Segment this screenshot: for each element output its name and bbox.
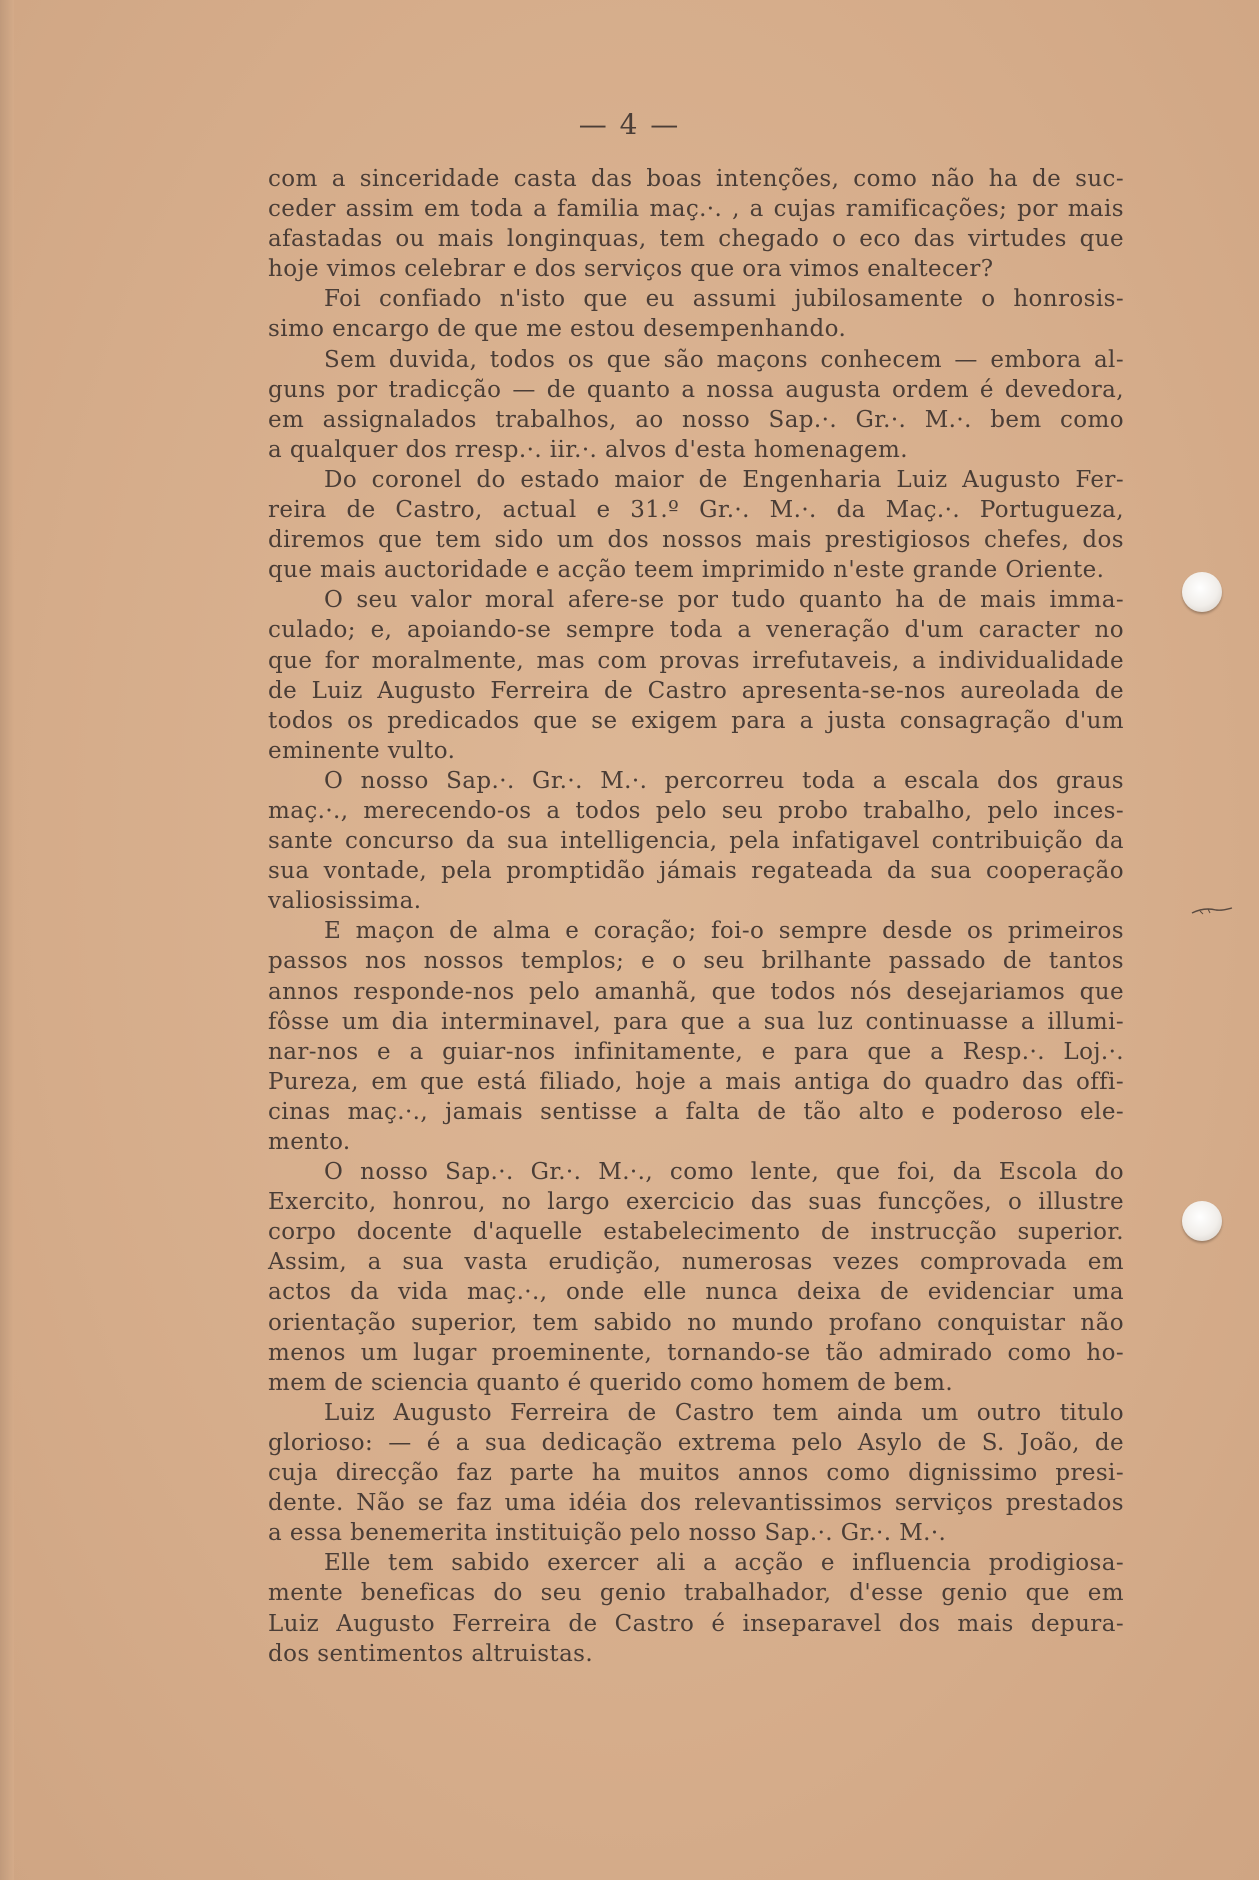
text-line: cuja direcção faz parte ha muitos annos como dignissimo presi- xyxy=(268,1460,1124,1487)
text-line: O nosso Sap.·. Gr.·. M.·., como lente, que foi, da Escola do xyxy=(324,1159,1124,1186)
text-line: que for moralmente, mas com provas irrefutaveis, a individualidade xyxy=(268,647,1124,674)
text-line: Elle tem sabido exercer ali a acção e influencia prodigiosa- xyxy=(324,1550,1124,1577)
text-line: que mais auctoridade e acção teem imprimido n'este grande Oriente. xyxy=(268,557,1105,584)
text-line: actos da vida maç.·., onde elle nunca deixa de evidenciar uma xyxy=(268,1279,1124,1306)
text-line: mem de sciencia quanto é querido como homem de bem. xyxy=(268,1369,954,1396)
text-line: valiosissima. xyxy=(268,888,422,915)
text-line: reira de Castro, actual e 31.º Gr.·. M.·. da Maç.·. Portugueza, xyxy=(268,497,1124,524)
text-line: dente. Não se faz uma idéia dos relevantissimos serviços prestados xyxy=(268,1490,1124,1517)
text-line: Luiz Augusto Ferreira de Castro tem ainda um outro titulo xyxy=(324,1399,1124,1426)
text-line: a essa benemerita instituição pelo nosso Sap.·. Gr.·. M.·. xyxy=(268,1520,947,1547)
text-line: ceder assim em toda a familia maç.·. , a cujas ramificações; por mais xyxy=(268,196,1124,223)
page-left-edge xyxy=(0,0,14,1880)
text-line: menos um lugar proeminente, tornando-se tão admirado como ho- xyxy=(268,1339,1124,1366)
body-text xyxy=(268,164,1124,1669)
text-line: Assim, a sua vasta erudição, numerosas vezes comprovada em xyxy=(268,1249,1124,1276)
text-line: eminente vulto. xyxy=(268,737,456,764)
text-line: dos sentimentos altruistas. xyxy=(268,1640,594,1667)
text-line: glorioso: — é a sua dedicação extrema pelo Asylo de S. João, de xyxy=(268,1429,1124,1456)
text-line: culado; e, apoiando-se sempre toda a veneração d'um caracter no xyxy=(268,617,1124,644)
text-line: fôsse um dia interminavel, para que a sua luz continuasse a illumi- xyxy=(268,1008,1124,1035)
text-line: maç.·., merecendo-os a todos pelo seu probo trabalho, pelo inces- xyxy=(268,797,1124,824)
text-line: Sem duvida, todos os que são maçons conhecem — embora al- xyxy=(324,346,1124,373)
text-line: sante concurso da sua intelligencia, pela infatigavel contribuição da xyxy=(268,828,1124,855)
text-line: de Luiz Augusto Ferreira de Castro apresenta-se-nos aureolada de xyxy=(268,677,1124,704)
text-line: Pureza, em que está filiado, hoje a mais antiga do quadro das offi- xyxy=(268,1068,1124,1095)
text-line: Exercito, honrou, no largo exercicio das suas funcções, o illustre xyxy=(268,1189,1124,1216)
text-line: Do coronel do estado maior de Engenharia Luiz Augusto Fer- xyxy=(324,466,1124,493)
text-line: simo encargo de que me estou desempenhando. xyxy=(268,316,847,343)
text-line: cinas maç.·., jamais sentisse a falta de tão alto e poderoso ele- xyxy=(268,1098,1124,1125)
text-line: corpo docente d'aquelle estabelecimento de instrucção superior. xyxy=(268,1219,1124,1246)
text-line: afastadas ou mais longinquas, tem chegado o eco das virtudes que xyxy=(268,226,1124,253)
punch-hole xyxy=(1182,572,1222,612)
text-line: Foi confiado n'isto que eu assumi jubilosamente o honrosis- xyxy=(324,286,1124,313)
text-line: annos responde-nos pelo amanhã, que todos nós desejariamos que xyxy=(268,978,1124,1005)
text-line: com a sinceridade casta das boas intenções, como não ha de suc- xyxy=(268,166,1124,192)
ink-mark xyxy=(1190,906,1234,916)
text-line: O nosso Sap.·. Gr.·. M.·. percorreu toda a escala dos graus xyxy=(324,767,1124,794)
text-line: Luiz Augusto Ferreira de Castro é inseparavel dos mais depura- xyxy=(268,1610,1124,1637)
text-line: orientação superior, tem sabido no mundo profano conquistar não xyxy=(268,1309,1124,1336)
text-line: todos os predicados que se exigem para a justa consagração d'um xyxy=(268,707,1124,734)
punch-hole xyxy=(1182,1201,1222,1241)
text-line: guns por tradicção — de quanto a nossa augusta ordem é devedora, xyxy=(268,376,1124,403)
text-line: mento. xyxy=(268,1129,351,1155)
text-line: passos nos nossos templos; e o seu brilhante passado de tantos xyxy=(268,948,1124,975)
text-line: E maçon de alma e coração; foi-o sempre desde os primeiros xyxy=(324,918,1124,945)
page-number: — 4 — xyxy=(578,108,681,141)
text-line: diremos que tem sido um dos nossos mais prestigiosos chefes, dos xyxy=(268,527,1124,554)
text-line: hoje vimos celebrar e dos serviços que ora vimos enaltecer? xyxy=(268,256,994,283)
text-line: a qualquer dos rresp.·. iir.·. alvos d'esta homenagem. xyxy=(268,436,908,463)
text-line: O seu valor moral afere-se por tudo quanto ha de mais imma- xyxy=(324,587,1124,614)
text-line: sua vontade, pela promptidão jámais regateada da sua cooperação xyxy=(268,858,1124,885)
text-line: mente beneficas do seu genio trabalhador, d'esse genio que em xyxy=(268,1580,1124,1607)
text-line: em assignalados trabalhos, ao nosso Sap.·. Gr.·. M.·. bem como xyxy=(268,406,1124,433)
text-line: nar-nos e a guiar-nos infinitamente, e para que a Resp.·. Loj.·. xyxy=(268,1038,1124,1065)
